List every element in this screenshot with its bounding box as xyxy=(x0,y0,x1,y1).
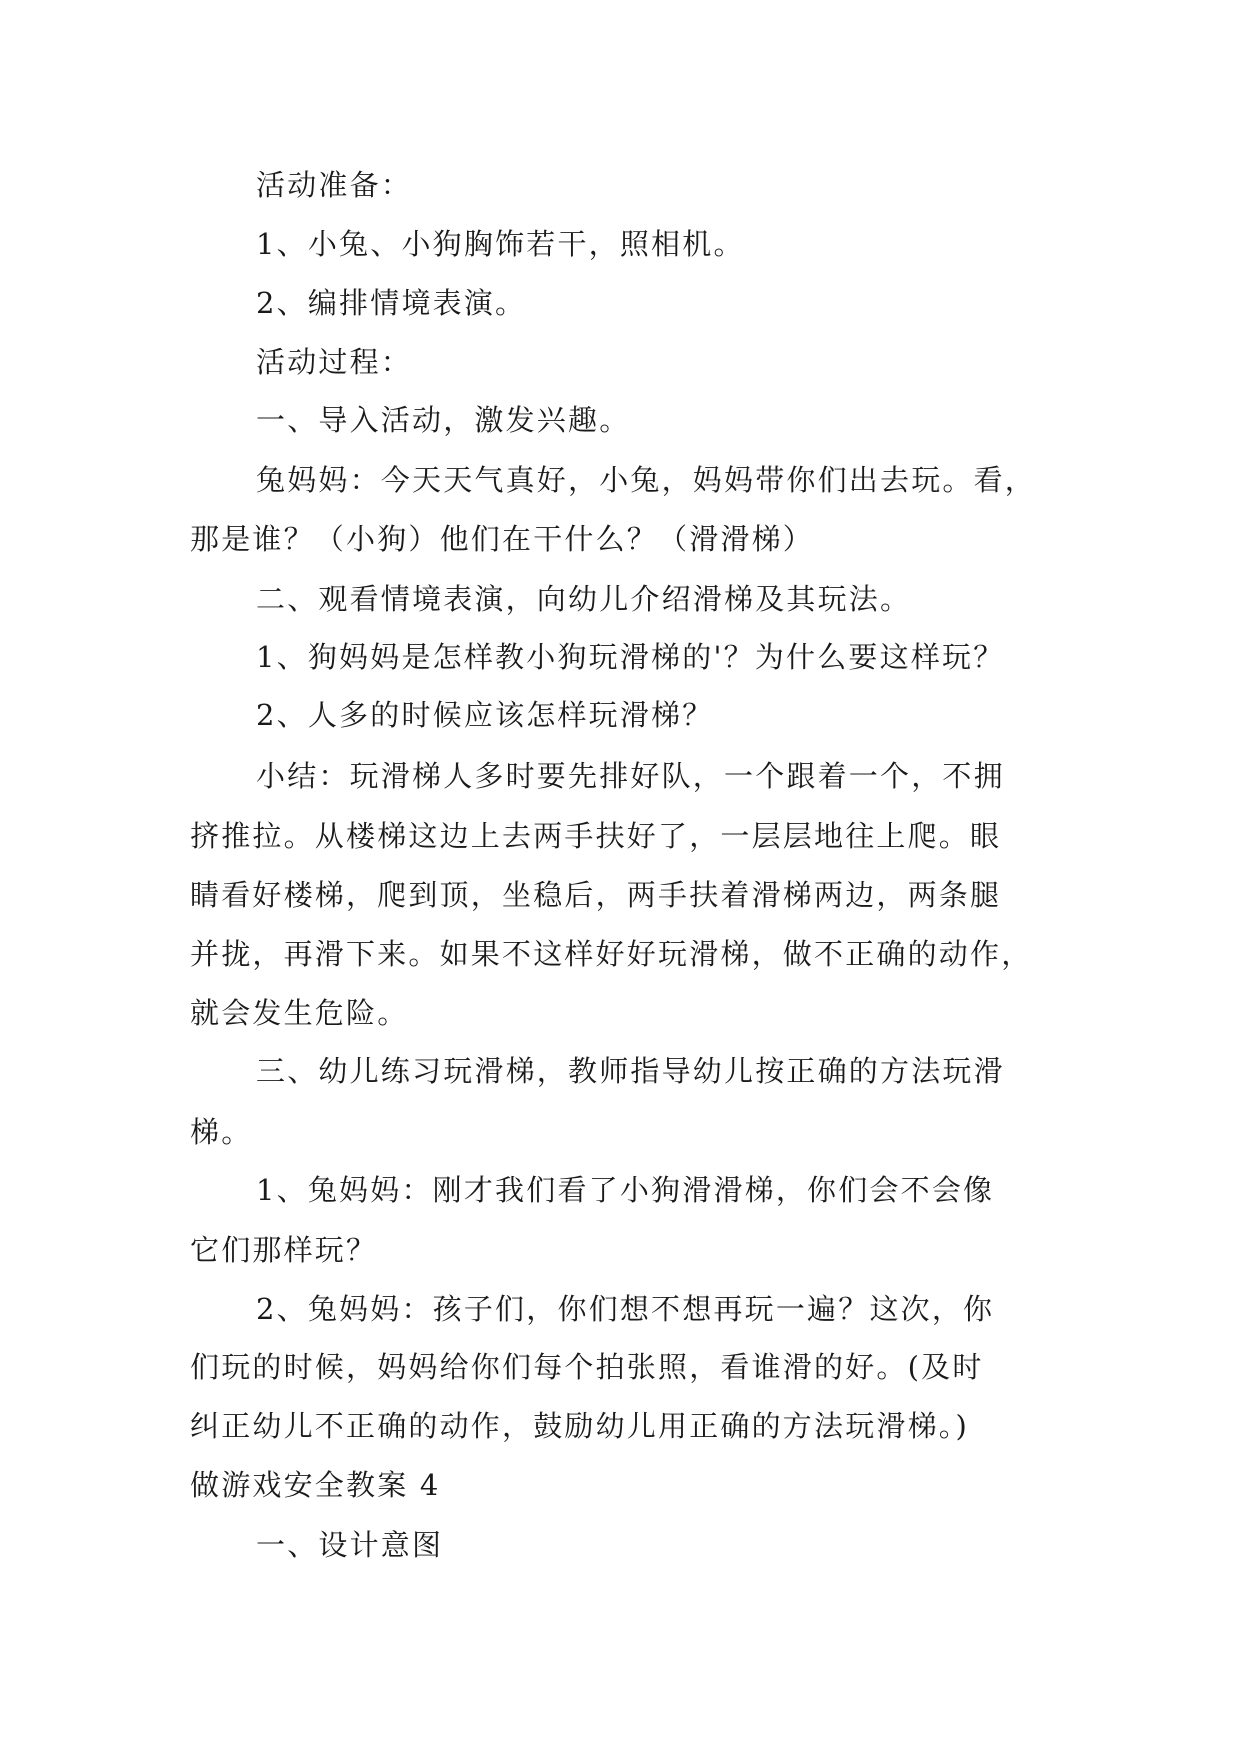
text-line: 睛看好楼梯，爬到顶，坐稳后，两手扶着滑梯两边，两条腿 xyxy=(190,878,1002,912)
text-line: 二、观看情境表演，向幼儿介绍滑梯及其玩法。 xyxy=(256,582,912,616)
text-line: 2、编排情境表演。 xyxy=(256,286,527,320)
text-line: 活动准备： xyxy=(256,168,413,202)
text-line: 2、人多的时候应该怎样玩滑梯？ xyxy=(256,698,714,732)
text-line: 兔妈妈：今天天气真好，小兔，妈妈带你们出去玩。看， xyxy=(256,463,1037,497)
text-line: 纠正幼儿不正确的动作，鼓励幼儿用正确的方法玩滑梯。) xyxy=(190,1409,970,1443)
text-line: 2、兔妈妈：孩子们，你们想不想再玩一遍？这次，你 xyxy=(256,1292,995,1326)
section-heading: 做游戏安全教案 4 xyxy=(190,1468,441,1502)
text-line: 1、兔妈妈：刚才我们看了小狗滑滑梯，你们会不会像 xyxy=(256,1173,995,1207)
text-line: 一、设计意图 xyxy=(256,1528,444,1562)
text-line: 那是谁？（小狗）他们在干什么？（滑滑梯） xyxy=(190,522,815,556)
text-line: 它们那样玩？ xyxy=(190,1233,378,1267)
text-line: 1、小兔、小狗胸饰若干，照相机。 xyxy=(256,227,745,261)
text-line: 小结：玩滑梯人多时要先排好队，一个跟着一个，不拥 xyxy=(256,759,1005,793)
text-line: 梯。 xyxy=(190,1115,253,1149)
text-line: 挤推拉。从楼梯这边上去两手扶好了，一层层地往上爬。眼 xyxy=(190,819,1002,853)
text-line: 们玩的时候，妈妈给你们每个拍张照，看谁滑的好。(及时 xyxy=(190,1350,984,1384)
text-line: 并拢，再滑下来。如果不这样好好玩滑梯，做不正确的动作， xyxy=(190,937,1033,971)
text-line: 1、狗妈妈是怎样教小狗玩滑梯的'？为什么要这样玩？ xyxy=(256,640,1005,674)
text-line: 活动过程： xyxy=(256,345,413,379)
text-line: 三、幼儿练习玩滑梯，教师指导幼儿按正确的方法玩滑 xyxy=(256,1054,1005,1088)
text-line: 就会发生危险。 xyxy=(190,996,409,1030)
text-line: 一、导入活动，激发兴趣。 xyxy=(256,403,631,437)
